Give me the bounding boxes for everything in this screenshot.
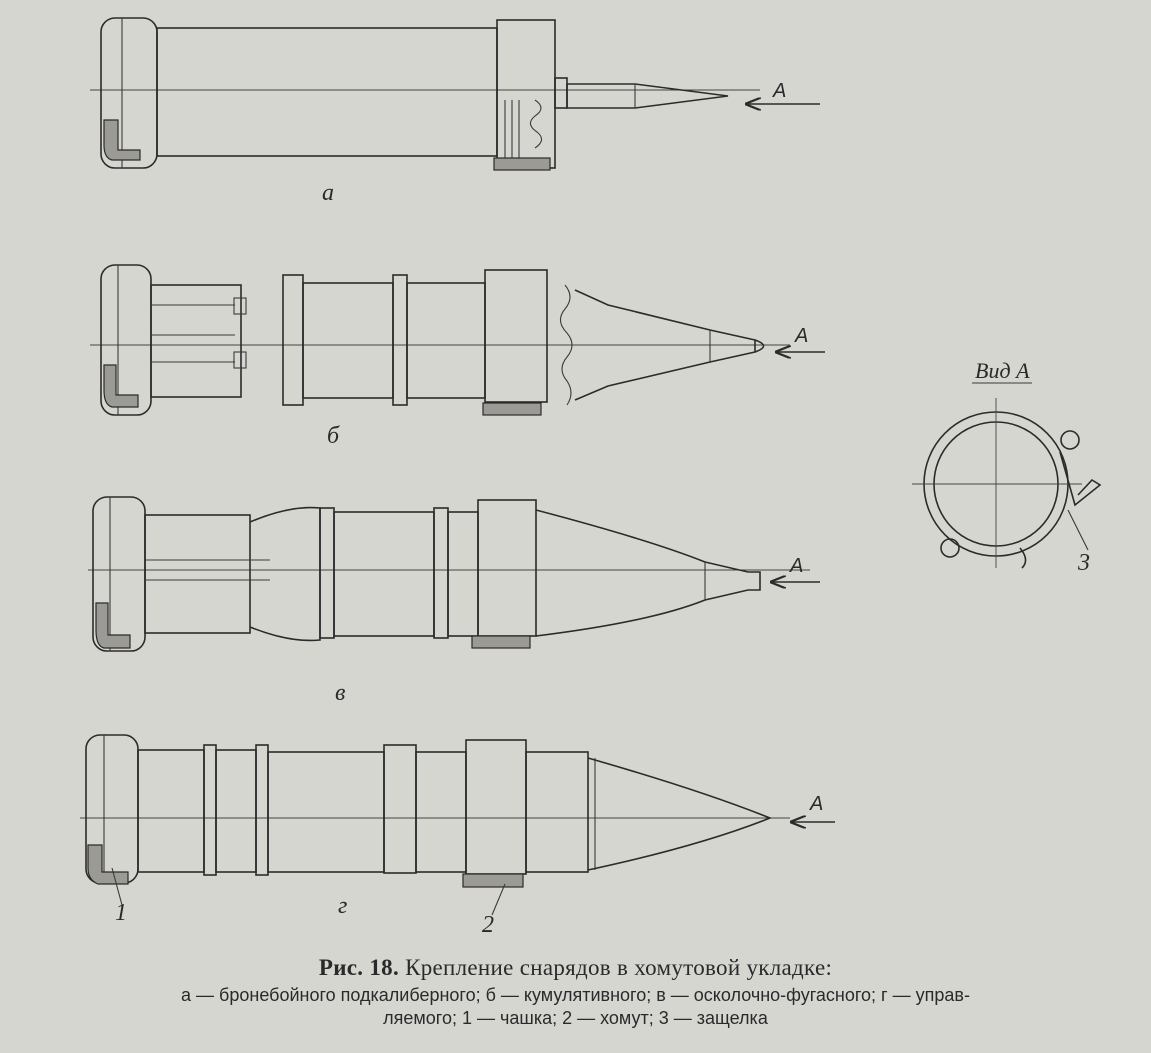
view-a-title: Вид A — [975, 358, 1030, 383]
figure-title: Крепление снарядов в хомутовой укладке: — [405, 955, 833, 980]
round-a-apfsds — [90, 18, 820, 206]
label-v: в — [335, 680, 346, 706]
clamp-hatch-v — [472, 636, 530, 648]
view-arrow-label-a: A — [773, 80, 787, 102]
clamp-hatch-g — [463, 874, 523, 887]
view-arrow-label-b: A — [795, 325, 809, 347]
label-part-2: 2 — [482, 912, 494, 938]
view-a — [912, 358, 1100, 576]
round-b-heat — [90, 265, 825, 449]
round-g-guided — [80, 735, 835, 938]
label-part-3: 3 — [1078, 550, 1090, 576]
cup-hatch-g — [88, 845, 128, 884]
label-part-1: 1 — [115, 900, 127, 926]
figure-caption-title — [0, 955, 1151, 981]
round-v-he-frag — [88, 497, 820, 706]
figure-number: Рис. 18. — [318, 955, 400, 980]
label-a: а — [322, 180, 334, 206]
figure-caption-line2: ляемого; 1 — чашка; 2 — хомут; 3 — защелка — [383, 1008, 768, 1028]
view-arrow-label-g: A — [810, 793, 824, 815]
cup-hatch-b — [104, 365, 138, 407]
view-arrow-label-v: A — [790, 555, 804, 577]
figure-caption-line1: а — бронебойного подкалиберного; б — кумулятивного; в — осколочно-фугасного; г — управ- — [181, 985, 970, 1005]
clamp-hatch-b — [483, 403, 541, 415]
clamp-hatch-a — [494, 158, 550, 170]
label-b: б — [327, 423, 340, 449]
cup-hatch-v — [96, 603, 130, 648]
label-g: г — [338, 893, 348, 919]
